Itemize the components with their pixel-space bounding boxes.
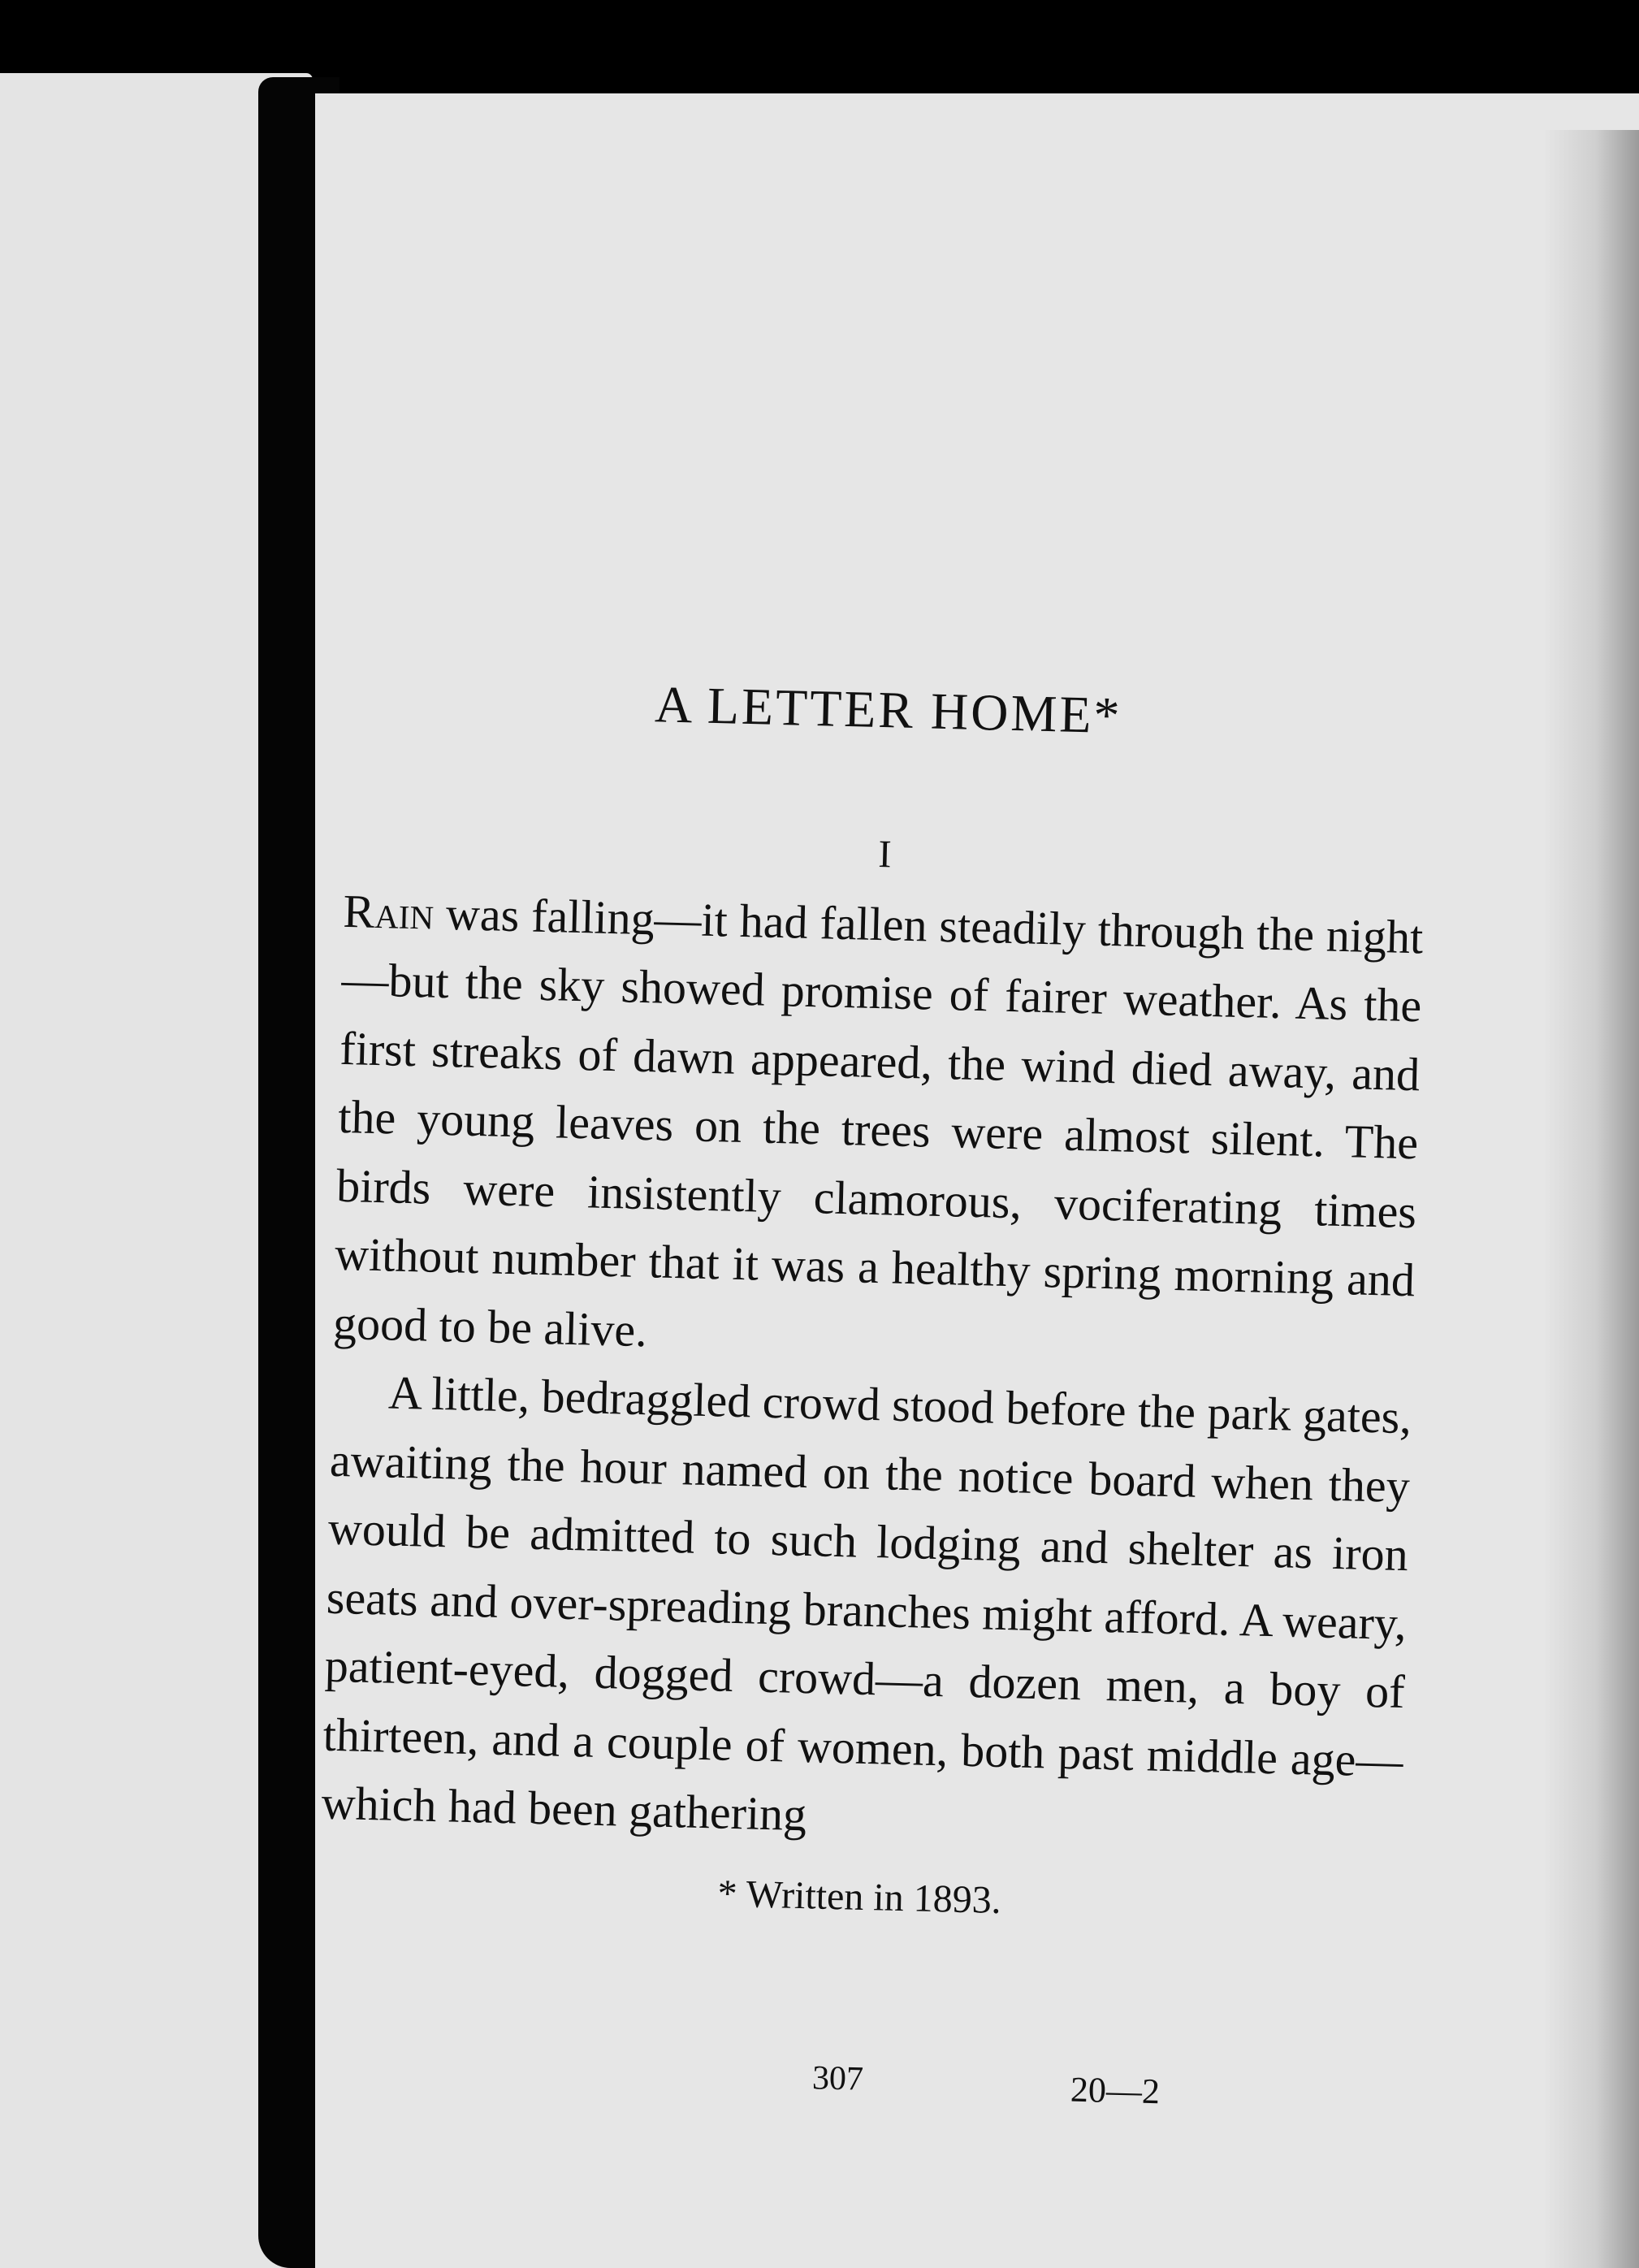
paragraph-1	[332, 877, 1424, 1384]
paragraph-2: A little, bedraggled crowd stood before the park gates, awaiting the hour named on the notice board when they would be admitted to such lodging and shelter as iron seats and over-spreading branches might afford. A weary, patient-eyed, dogged crowd—a dozen men, a boy of thirteen, and a couple of women, both past middle age—which had been gathering	[321, 1366, 1412, 1842]
paragraph-lead-word: Rain	[342, 884, 435, 940]
chapter-title: A LETTER HOME*	[654, 675, 1123, 745]
paragraph-1-text: was falling—it had fallen steadily through the night—but the sky showed promise of fairer weather. As the first streaks of dawn appeared, the wind died away, and the young leaves on the trees were almost silent. The birds were insistently clamorous, vociferating times without number that it was a healthy spring morning and good to be alive.	[332, 886, 1425, 1357]
page-edge-shadow	[1543, 130, 1639, 2268]
footnote: * Written in 1893.	[716, 1872, 1002, 1922]
page-text-block	[319, 666, 1429, 1933]
signature-mark: 20—2	[1070, 2069, 1161, 2112]
page-number: 307	[811, 2059, 864, 2098]
section-number: I	[877, 832, 893, 876]
